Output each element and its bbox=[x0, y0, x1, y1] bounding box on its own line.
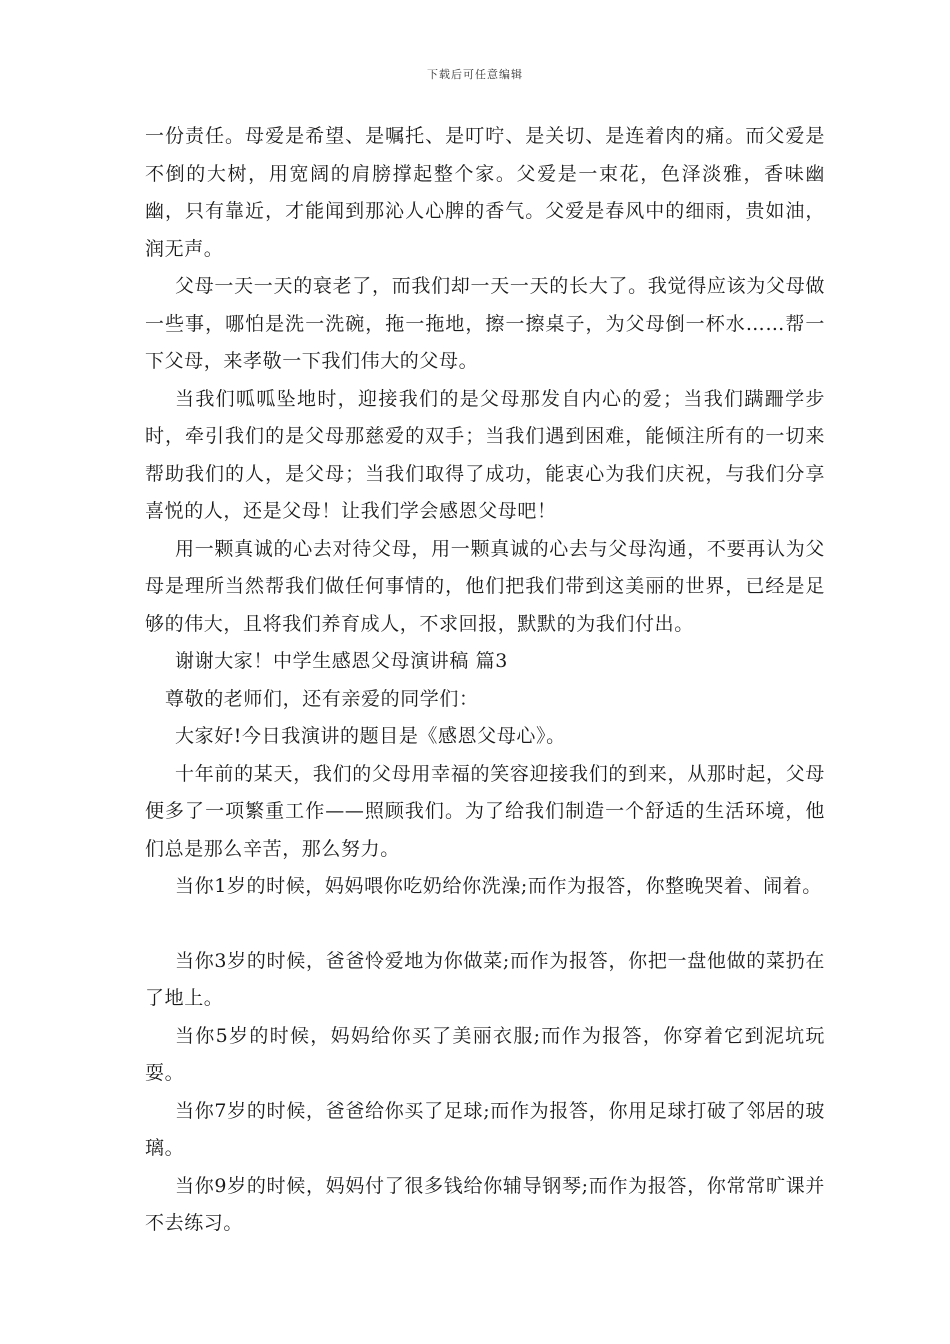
paragraph-greeting: 大家好!今日我演讲的题目是《感恩父母心》。 bbox=[175, 725, 566, 747]
paragraph-age-5: 当你5岁的时候，妈妈给你买了美丽衣服;而作为报答，你穿着它到泥坑玩耍。 bbox=[145, 1024, 825, 1084]
paragraph-age-3: 当你3岁的时候，爸爸怜爱地为你做菜;而作为报答，你把一盘他做的菜扔在了地上。 bbox=[145, 949, 825, 1009]
paragraph-age-7: 当你7岁的时候，爸爸给你买了足球;而作为报答，你用足球打破了邻居的玻璃。 bbox=[145, 1099, 825, 1159]
document-body bbox=[145, 118, 825, 1243]
section-heading: 谢谢大家！中学生感恩父母演讲稿 篇3 bbox=[175, 650, 508, 672]
paragraph-parents-aging: 父母一天一天的衰老了，而我们却一天一天的长大了。我觉得应该为父母做一些事，哪怕是洗一洗碗，拖一拖地，擦一擦桌子，为父母倒一杯水……帮一下父母，来孝敬一下我们伟大的父母。 bbox=[145, 275, 825, 372]
paragraph-sincere-heart: 用一颗真诚的心去对待父母，用一颗真诚的心去与父母沟通，不要再认为父母是理所当然帮我们做任何事情的，他们把我们带到这美丽的世界，已经是足够的伟大，且将我们养育成人，不求回报，默默的为我们付出。 bbox=[145, 537, 825, 635]
paragraph-parents-love: 当我们呱呱坠地时，迎接我们的是父母那发自内心的爱；当我们蹒跚学步时，牵引我们的是父母那慈爱的双手；当我们遇到困难，能倾注所有的一切来帮助我们的人，是父母；当我们取得了成功，能衷心为我们庆祝，与我们分享喜悦的人，还是父母！让我们学会感恩父母吧！ bbox=[145, 387, 825, 522]
page-header-note: 下载后可任意编辑 bbox=[427, 68, 523, 81]
paragraph-ten-years-ago: 十年前的某天，我们的父母用幸福的笑容迎接我们的到来，从那时起，父母便多了一项繁重工作——照顾我们。为了给我们制造一个舒适的生活环境，他们总是那么辛苦，那么努力。 bbox=[145, 762, 825, 860]
salutation: 尊敬的老师们，还有亲爱的同学们： bbox=[165, 687, 479, 710]
paragraph-age-1: 当你1岁的时候，妈妈喂你吃奶给你洗澡;而作为报答，你整晚哭着、闹着。 bbox=[175, 875, 822, 897]
paragraph-age-9: 当你9岁的时候，妈妈付了很多钱给你辅导钢琴;而作为报答，你常常旷课并不去练习。 bbox=[145, 1174, 825, 1234]
paragraph-father-love: 一份责任。母爱是希望、是嘱托、是叮咛、是关切、是连着肉的痛。而父爱是不倒的大树，用宽阔的肩膀撑起整个家。父爱是一束花，色泽淡雅，香味幽幽，只有靠近，才能闻到那沁人心脾的香气。父爱是春风中的细雨，贵如油，润无声。 bbox=[145, 125, 825, 260]
